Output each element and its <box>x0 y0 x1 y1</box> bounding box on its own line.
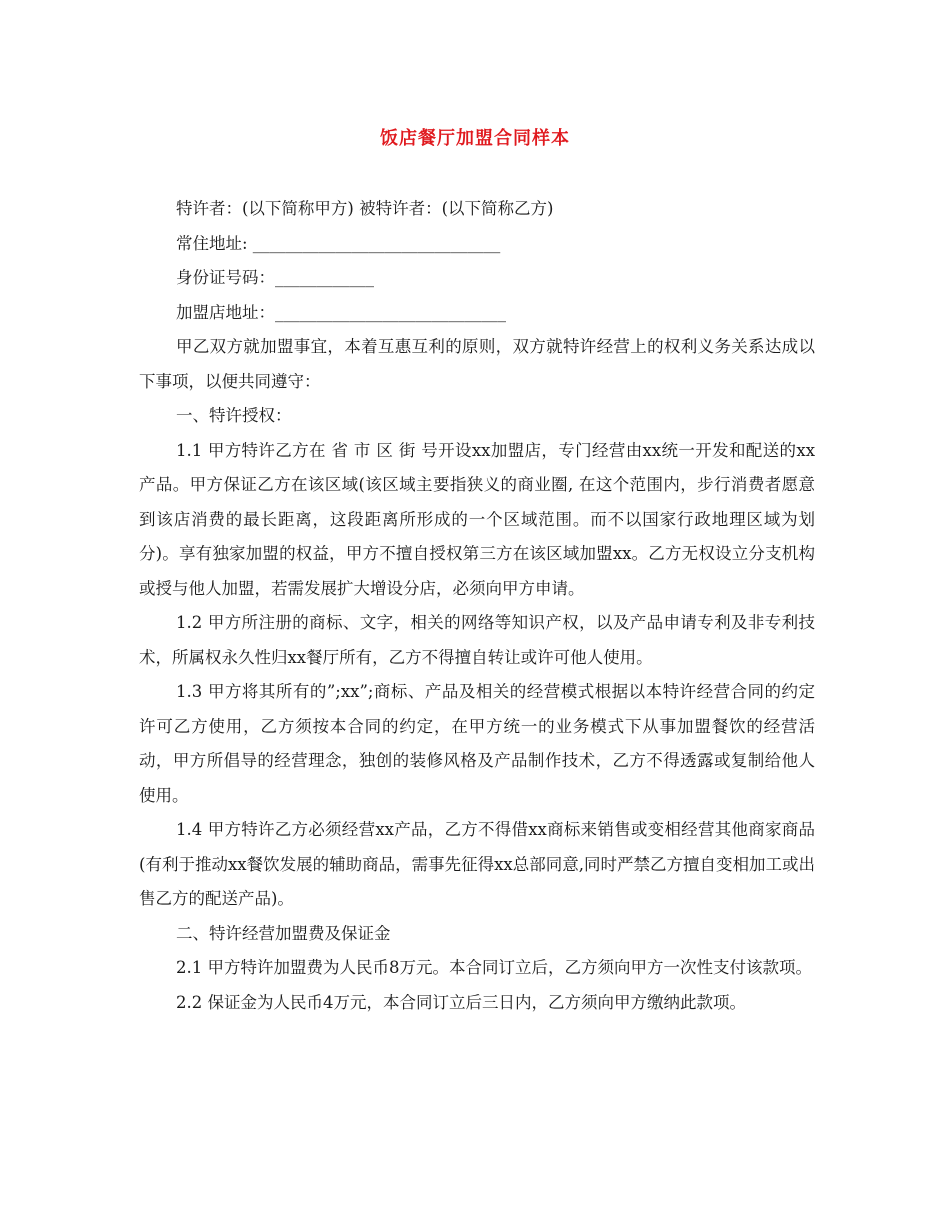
clause-1-4: 1.4 甲方特许乙方必须经营xx产品，乙方不得借xx商标来销售或变相经营其他商家商品(有利于推动xx餐饮发展的辅助商品，需事先征得xx总部同意,同时严禁乙方擅自变相加工或出售乙方的配送产品)。 <box>139 820 815 908</box>
document-body <box>139 192 815 1020</box>
section-2-heading: 二、特许经营加盟费及保证金 <box>176 923 391 943</box>
intro-paragraph: 甲乙双方就加盟事宜，本着互惠互利的原则，双方就特许经营上的权利义务关系达成以下事项，以便共同遵守： <box>139 337 815 391</box>
franchise-address-line: 加盟店地址：____________________________ <box>176 302 506 322</box>
clause-2-2: 2.2 保证金为人民币4万元，本合同订立后三日内，乙方须向甲方缴纳此款项。 <box>176 992 746 1012</box>
id-number-line: 身份证号码：____________ <box>176 268 374 287</box>
parties-line: 特许者：(以下简称甲方) 被特许者：(以下简称乙方) <box>176 199 554 218</box>
section-1-heading: 一、特许授权： <box>176 406 292 425</box>
clause-1-1: 1.1 甲方特许乙方在 省 市 区 街 号开设xx加盟店，专门经营由xx统一开发和配送的xx产品。甲方保证乙方在该区域(该区域主要指狭义的商业圈, 在这个范围内，步行消费者愿意到该店消费的最长距离，这段距离所形成的一个区域范围。而不以国家行政地理区域为划分)。享有独家加盟的权益，甲方不擅自授权第三方在该区域加盟xx。乙方无权设立分支机构或授与他人加盟，若需发展扩大增设分店，必须向甲方申请。 <box>139 440 815 598</box>
clause-1-2: 1.2 甲方所注册的商标、文字，相关的网络等知识产权，以及产品申请专利及非专利技术，所属权永久性归xx餐厅所有，乙方不得擅自转让或许可他人使用。 <box>139 613 815 667</box>
residence-address-line: 常住地址: ______________________________ <box>176 233 501 253</box>
document-title: 饭店餐厅加盟合同样本 <box>380 128 570 149</box>
clause-1-3: 1.3 甲方将其所有的”;xx”;商标、产品及相关的经营模式根据以本特许经营合同的约定许可乙方使用，乙方须按本合同的约定，在甲方统一的业务模式下从事加盟餐饮的经营活动，甲方所倡导的经营理念，独创的装修风格及产品制作技术，乙方不得透露或复制给他人使用。 <box>139 682 815 805</box>
clause-2-1: 2.1 甲方特许加盟费为人民币8万元。本合同订立后，乙方须向甲方一次性支付该款项。 <box>176 958 812 977</box>
